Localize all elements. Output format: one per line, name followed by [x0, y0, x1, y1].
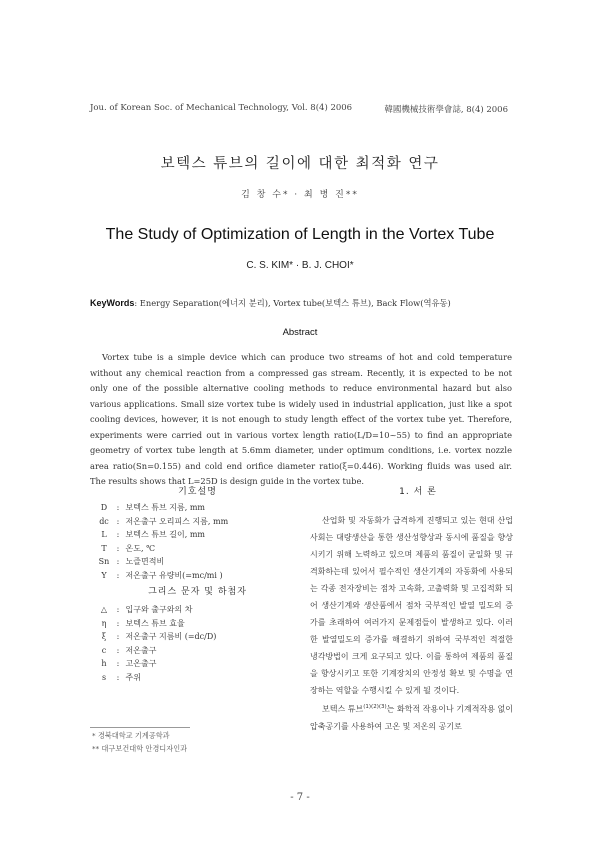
- authors-english: C. S. KIM* · B. J. CHOI*: [246, 260, 354, 271]
- greek-item: ξ : 저온출구 지름비 (=dc/D): [95, 630, 310, 644]
- greek-item: c : 저온출구: [95, 644, 310, 658]
- description: 보텍스 튜브 지름, mm: [125, 503, 205, 512]
- symbol: T: [101, 543, 107, 553]
- paragraph-text: 보텍스 튜브: [322, 704, 364, 714]
- nomenclature-heading: 기호설명: [178, 487, 217, 497]
- symbol: △: [100, 605, 108, 614]
- nomenclature-item: L : 보텍스 튜브 길이, mm: [95, 528, 310, 542]
- symbol: h: [101, 659, 107, 668]
- symbol: η: [101, 618, 107, 628]
- symbol: Y: [101, 570, 107, 580]
- greek-item: s : 주위: [95, 671, 310, 685]
- journal-header-left: Jou. of Korean Soc. of Mechanical Technology, Vol. 8(4) 2006: [90, 103, 353, 113]
- description: 보텍스 튜브 길이, mm: [125, 530, 205, 539]
- keywords: [90, 297, 520, 309]
- greek-item: △ : 입구와 출구와의 차: [95, 603, 310, 617]
- authors-korean: 김 창 수* · 최 병 진**: [241, 190, 359, 200]
- greek-subscripts-list: [95, 603, 310, 684]
- introduction-body: [310, 512, 513, 735]
- greek-item: h : 고온출구: [95, 657, 310, 671]
- nomenclature-item: T : 온도, ℃: [95, 542, 310, 556]
- introduction-paragraph-2: [310, 699, 513, 735]
- nomenclature-item: Sn : 노즐면적비: [95, 555, 310, 569]
- paper-title-english: The Study of Optimization of Length in the Vortex Tube: [105, 226, 495, 243]
- greek-subscripts-heading: 그리스 문자 및 하첨자: [148, 587, 247, 597]
- keywords-label: KeyWords: [90, 298, 135, 308]
- nomenclature-list: [95, 501, 310, 582]
- description: 고온출구: [125, 659, 157, 668]
- symbol: dc: [99, 516, 109, 526]
- nomenclature-item: D : 보텍스 튜브 지름, mm: [95, 501, 310, 515]
- symbol: ξ: [101, 632, 107, 641]
- description: 보텍스 튜브 효율: [125, 618, 185, 628]
- nomenclature-item: dc : 저온출구 오리피스 지름, mm: [95, 515, 310, 529]
- symbol: s: [101, 672, 107, 682]
- symbol: Sn: [98, 557, 110, 566]
- greek-item: η : 보텍스 튜브 효율: [95, 617, 310, 631]
- journal-header-right: 韓國機械技術學會誌, 8(4) 2006: [384, 105, 508, 115]
- introduction-heading: 1. 서 론: [399, 487, 437, 497]
- footnote-affiliation-2: ** 대구보건대학 안경디자인과: [92, 744, 188, 753]
- paper-title-korean: 보텍스 튜브의 길이에 대한 최적화 연구: [160, 156, 440, 172]
- description: 저온출구: [125, 645, 157, 655]
- description: 저온출구 지름비 (=dc/D): [125, 632, 217, 641]
- description: 온도, ℃: [125, 543, 156, 553]
- symbol: L: [101, 530, 107, 539]
- description: 주위: [125, 672, 142, 682]
- description: 저온출구 유량비(=mc/mi ): [125, 570, 223, 580]
- footnote-affiliation-1: * 경북대학교 기계공학과: [92, 731, 170, 740]
- footnote-divider: [90, 727, 190, 728]
- abstract-heading: Abstract: [282, 327, 318, 338]
- abstract-body: Vortex tube is a simple device which can produce two streams of hot and cold temperature without any chemical reaction from a compressed gas stream. Recently, it is expected to be not only one of the possible alternative cooling methods to reduce environmental hazard but also various applications. Small size vortex tube is widely used in industrial application, just like a spot cooling devices, however, it is not enough to study length effect of the vortex tube yet. Therefore, experiments were carried out in various vortex length ratio(L/D=10~55) to find an appropriate geometry of vortex tube length at 5.6mm diameter, under optimum conditions, i.e. vortex nozzle area ratio(Sn=0.155) and cold end orifice diameter ratio(ξ=0.446). Working fluids was used air. The results shows that L=25D is design guide in the vortex tube.: [90, 352, 512, 486]
- symbol: D: [100, 503, 108, 512]
- paragraph-text: 는 화학적 작용이나 기계적작용 없이 압축공기를 사용하여 고온 및 저온의 공기로: [310, 704, 514, 731]
- description: 저온출구 오리피스 지름, mm: [125, 516, 229, 526]
- page-number: - 7 -: [290, 792, 310, 803]
- introduction-paragraph-1: 산업화 및 자동화가 급격하게 진행되고 있는 현대 산업사회는 대량생산을 통한 생산성향상과 동시에 품질을 향상시키기 위해 노력하고 있으며 제품의 품질이 균일화 및 규격화하는데 있어서 필수적인 생산기계의 자동화에 사용되는 각종 전자장비는 점차 고속화, 고출력화 및 고집적화 되어 생산기계와 생산품에서 점차 국부적인 발열 밀도의 증가를 초래하여 여러가지 문제점들이 발생하고 있다. 이러한 발열밀도의 증가를 해결하기 위하여 국부적인 적절한 냉각방법이 크게 요구되고 있다. 이를 통하여 제품의 품질을 향상시키고 또한 기계장치의 안정성 확보 및 수명을 연장하는 역할을 수행시킬 수 있게 될 것이다.: [310, 516, 513, 695]
- description: 입구와 출구와의 차: [125, 605, 193, 614]
- symbol: c: [101, 645, 107, 655]
- keywords-text: : Energy Separation(에너지 분리), Vortex tube(보텍스 튜브), Back Flow(역유동): [134, 298, 451, 308]
- description: 노즐면적비: [125, 557, 165, 566]
- citation-reference[interactable]: (1)(2)(3): [363, 704, 387, 710]
- nomenclature-item: Y : 저온출구 유량비(=mc/mi ): [95, 569, 310, 583]
